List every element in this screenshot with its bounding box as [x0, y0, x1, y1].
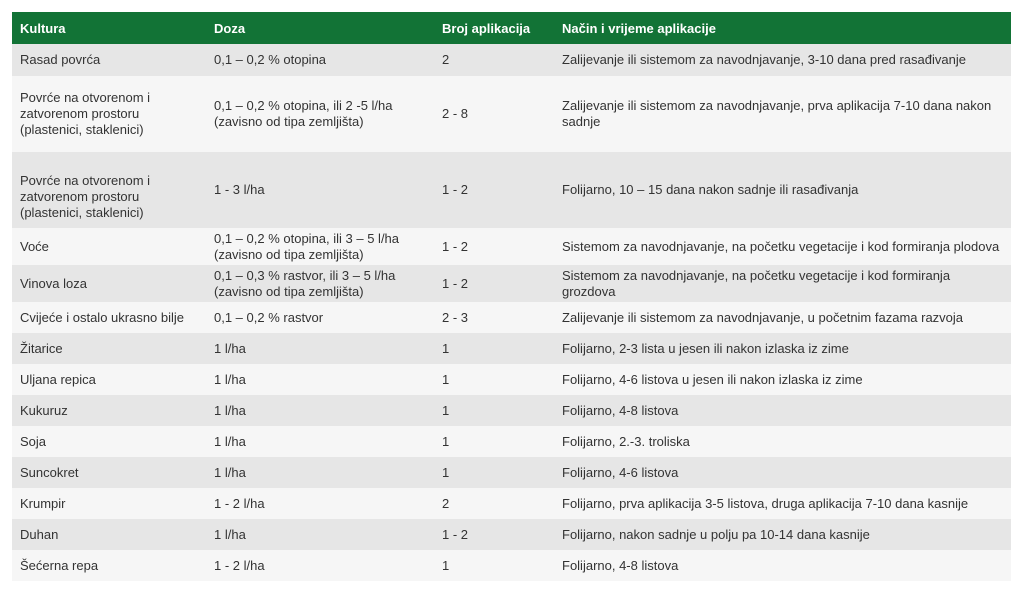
header-broj-aplikacija: Broj aplikacija	[434, 12, 554, 44]
cell-kultura: Povrće na otvorenom i zatvorenom prostoru (plastenici, staklenici)	[12, 152, 206, 228]
cell-doza: 1 l/ha	[206, 364, 434, 395]
cell-doza: 1 l/ha	[206, 426, 434, 457]
table-container	[12, 12, 1011, 581]
cell-broj-aplikacija: 1 - 2	[434, 519, 554, 550]
cell-broj-aplikacija: 1	[434, 550, 554, 581]
cell-broj-aplikacija: 2	[434, 44, 554, 76]
cell-kultura: Povrće na otvorenom i zatvorenom prostoru (plastenici, staklenici)	[12, 76, 206, 152]
cell-broj-aplikacija: 2	[434, 488, 554, 519]
table-row	[12, 364, 1011, 395]
table-row	[12, 152, 1011, 228]
table-row	[12, 488, 1011, 519]
cell-doza: 1 l/ha	[206, 395, 434, 426]
cell-kultura: Suncokret	[12, 457, 206, 488]
cell-doza: 1 l/ha	[206, 519, 434, 550]
table-row	[12, 550, 1011, 581]
cell-kultura: Voće	[12, 228, 206, 265]
table-row	[12, 302, 1011, 333]
table-row	[12, 44, 1011, 76]
cell-kultura: Žitarice	[12, 333, 206, 364]
table-row	[12, 76, 1011, 152]
table-body	[12, 44, 1011, 581]
cell-doza: 0,1 – 0,2 % otopina, ili 3 – 5 l/ha (zavisno od tipa zemljišta)	[206, 228, 434, 265]
table-row	[12, 457, 1011, 488]
header-doza: Doza	[206, 12, 434, 44]
cell-nacin-vrijeme: Folijarno, nakon sadnje u polju pa 10-14 dana kasnije	[554, 519, 1011, 550]
cell-doza: 0,1 – 0,2 % rastvor	[206, 302, 434, 333]
cell-nacin-vrijeme: Sistemom za navodnjavanje, na početku vegetacije i kod formiranja plodova	[554, 228, 1011, 265]
cell-doza: 0,1 – 0,2 % otopina, ili 2 -5 l/ha (zavisno od tipa zemljišta)	[206, 76, 434, 152]
cell-kultura: Duhan	[12, 519, 206, 550]
header-kultura: Kultura	[12, 12, 206, 44]
cell-kultura: Uljana repica	[12, 364, 206, 395]
cell-nacin-vrijeme: Folijarno, 2.-3. troliska	[554, 426, 1011, 457]
cell-kultura: Rasad povrća	[12, 44, 206, 76]
cell-kultura: Soja	[12, 426, 206, 457]
cell-kultura: Krumpir	[12, 488, 206, 519]
cell-doza: 1 - 2 l/ha	[206, 550, 434, 581]
cell-nacin-vrijeme: Folijarno, 10 – 15 dana nakon sadnje ili rasađivanja	[554, 152, 1011, 228]
cell-kultura: Cvijeće i ostalo ukrasno bilje	[12, 302, 206, 333]
cell-broj-aplikacija: 1	[434, 364, 554, 395]
table-row	[12, 228, 1011, 265]
cell-doza: 1 - 3 l/ha	[206, 152, 434, 228]
cell-broj-aplikacija: 2 - 3	[434, 302, 554, 333]
table-row	[12, 426, 1011, 457]
cell-broj-aplikacija: 1	[434, 457, 554, 488]
application-table	[12, 12, 1011, 581]
cell-broj-aplikacija: 1	[434, 395, 554, 426]
cell-broj-aplikacija: 1 - 2	[434, 152, 554, 228]
table-row	[12, 519, 1011, 550]
table-row	[12, 395, 1011, 426]
cell-nacin-vrijeme: Folijarno, 4-8 listova	[554, 395, 1011, 426]
cell-broj-aplikacija: 1	[434, 333, 554, 364]
header-row	[12, 12, 1011, 44]
cell-nacin-vrijeme: Folijarno, 4-8 listova	[554, 550, 1011, 581]
cell-nacin-vrijeme: Zalijevanje ili sistemom za navodnjavanje, u početnim fazama razvoja	[554, 302, 1011, 333]
cell-kultura: Šećerna repa	[12, 550, 206, 581]
cell-doza: 1 l/ha	[206, 457, 434, 488]
cell-broj-aplikacija: 1 - 2	[434, 228, 554, 265]
cell-nacin-vrijeme: Folijarno, prva aplikacija 3-5 listova, druga aplikacija 7-10 dana kasnije	[554, 488, 1011, 519]
table-row	[12, 265, 1011, 302]
cell-doza: 1 - 2 l/ha	[206, 488, 434, 519]
cell-nacin-vrijeme: Sistemom za navodnjavanje, na početku vegetacije i kod formiranja grozdova	[554, 265, 1011, 302]
cell-broj-aplikacija: 2 - 8	[434, 76, 554, 152]
cell-doza: 0,1 – 0,2 % otopina	[206, 44, 434, 76]
cell-nacin-vrijeme: Zalijevanje ili sistemom za navodnjavanje, 3-10 dana pred rasađivanje	[554, 44, 1011, 76]
cell-doza: 1 l/ha	[206, 333, 434, 364]
table-row	[12, 333, 1011, 364]
cell-kultura: Kukuruz	[12, 395, 206, 426]
cell-nacin-vrijeme: Zalijevanje ili sistemom za navodnjavanje, prva aplikacija 7-10 dana nakon sadnje	[554, 76, 1011, 152]
header-nacin-vrijeme: Način i vrijeme aplikacije	[554, 12, 1011, 44]
cell-broj-aplikacija: 1 - 2	[434, 265, 554, 302]
cell-nacin-vrijeme: Folijarno, 2-3 lista u jesen ili nakon izlaska iz zime	[554, 333, 1011, 364]
cell-kultura: Vinova loza	[12, 265, 206, 302]
cell-nacin-vrijeme: Folijarno, 4-6 listova	[554, 457, 1011, 488]
table-header	[12, 12, 1011, 44]
cell-nacin-vrijeme: Folijarno, 4-6 listova u jesen ili nakon izlaska iz zime	[554, 364, 1011, 395]
cell-doza: 0,1 – 0,3 % rastvor, ili 3 – 5 l/ha (zavisno od tipa zemljišta)	[206, 265, 434, 302]
cell-broj-aplikacija: 1	[434, 426, 554, 457]
